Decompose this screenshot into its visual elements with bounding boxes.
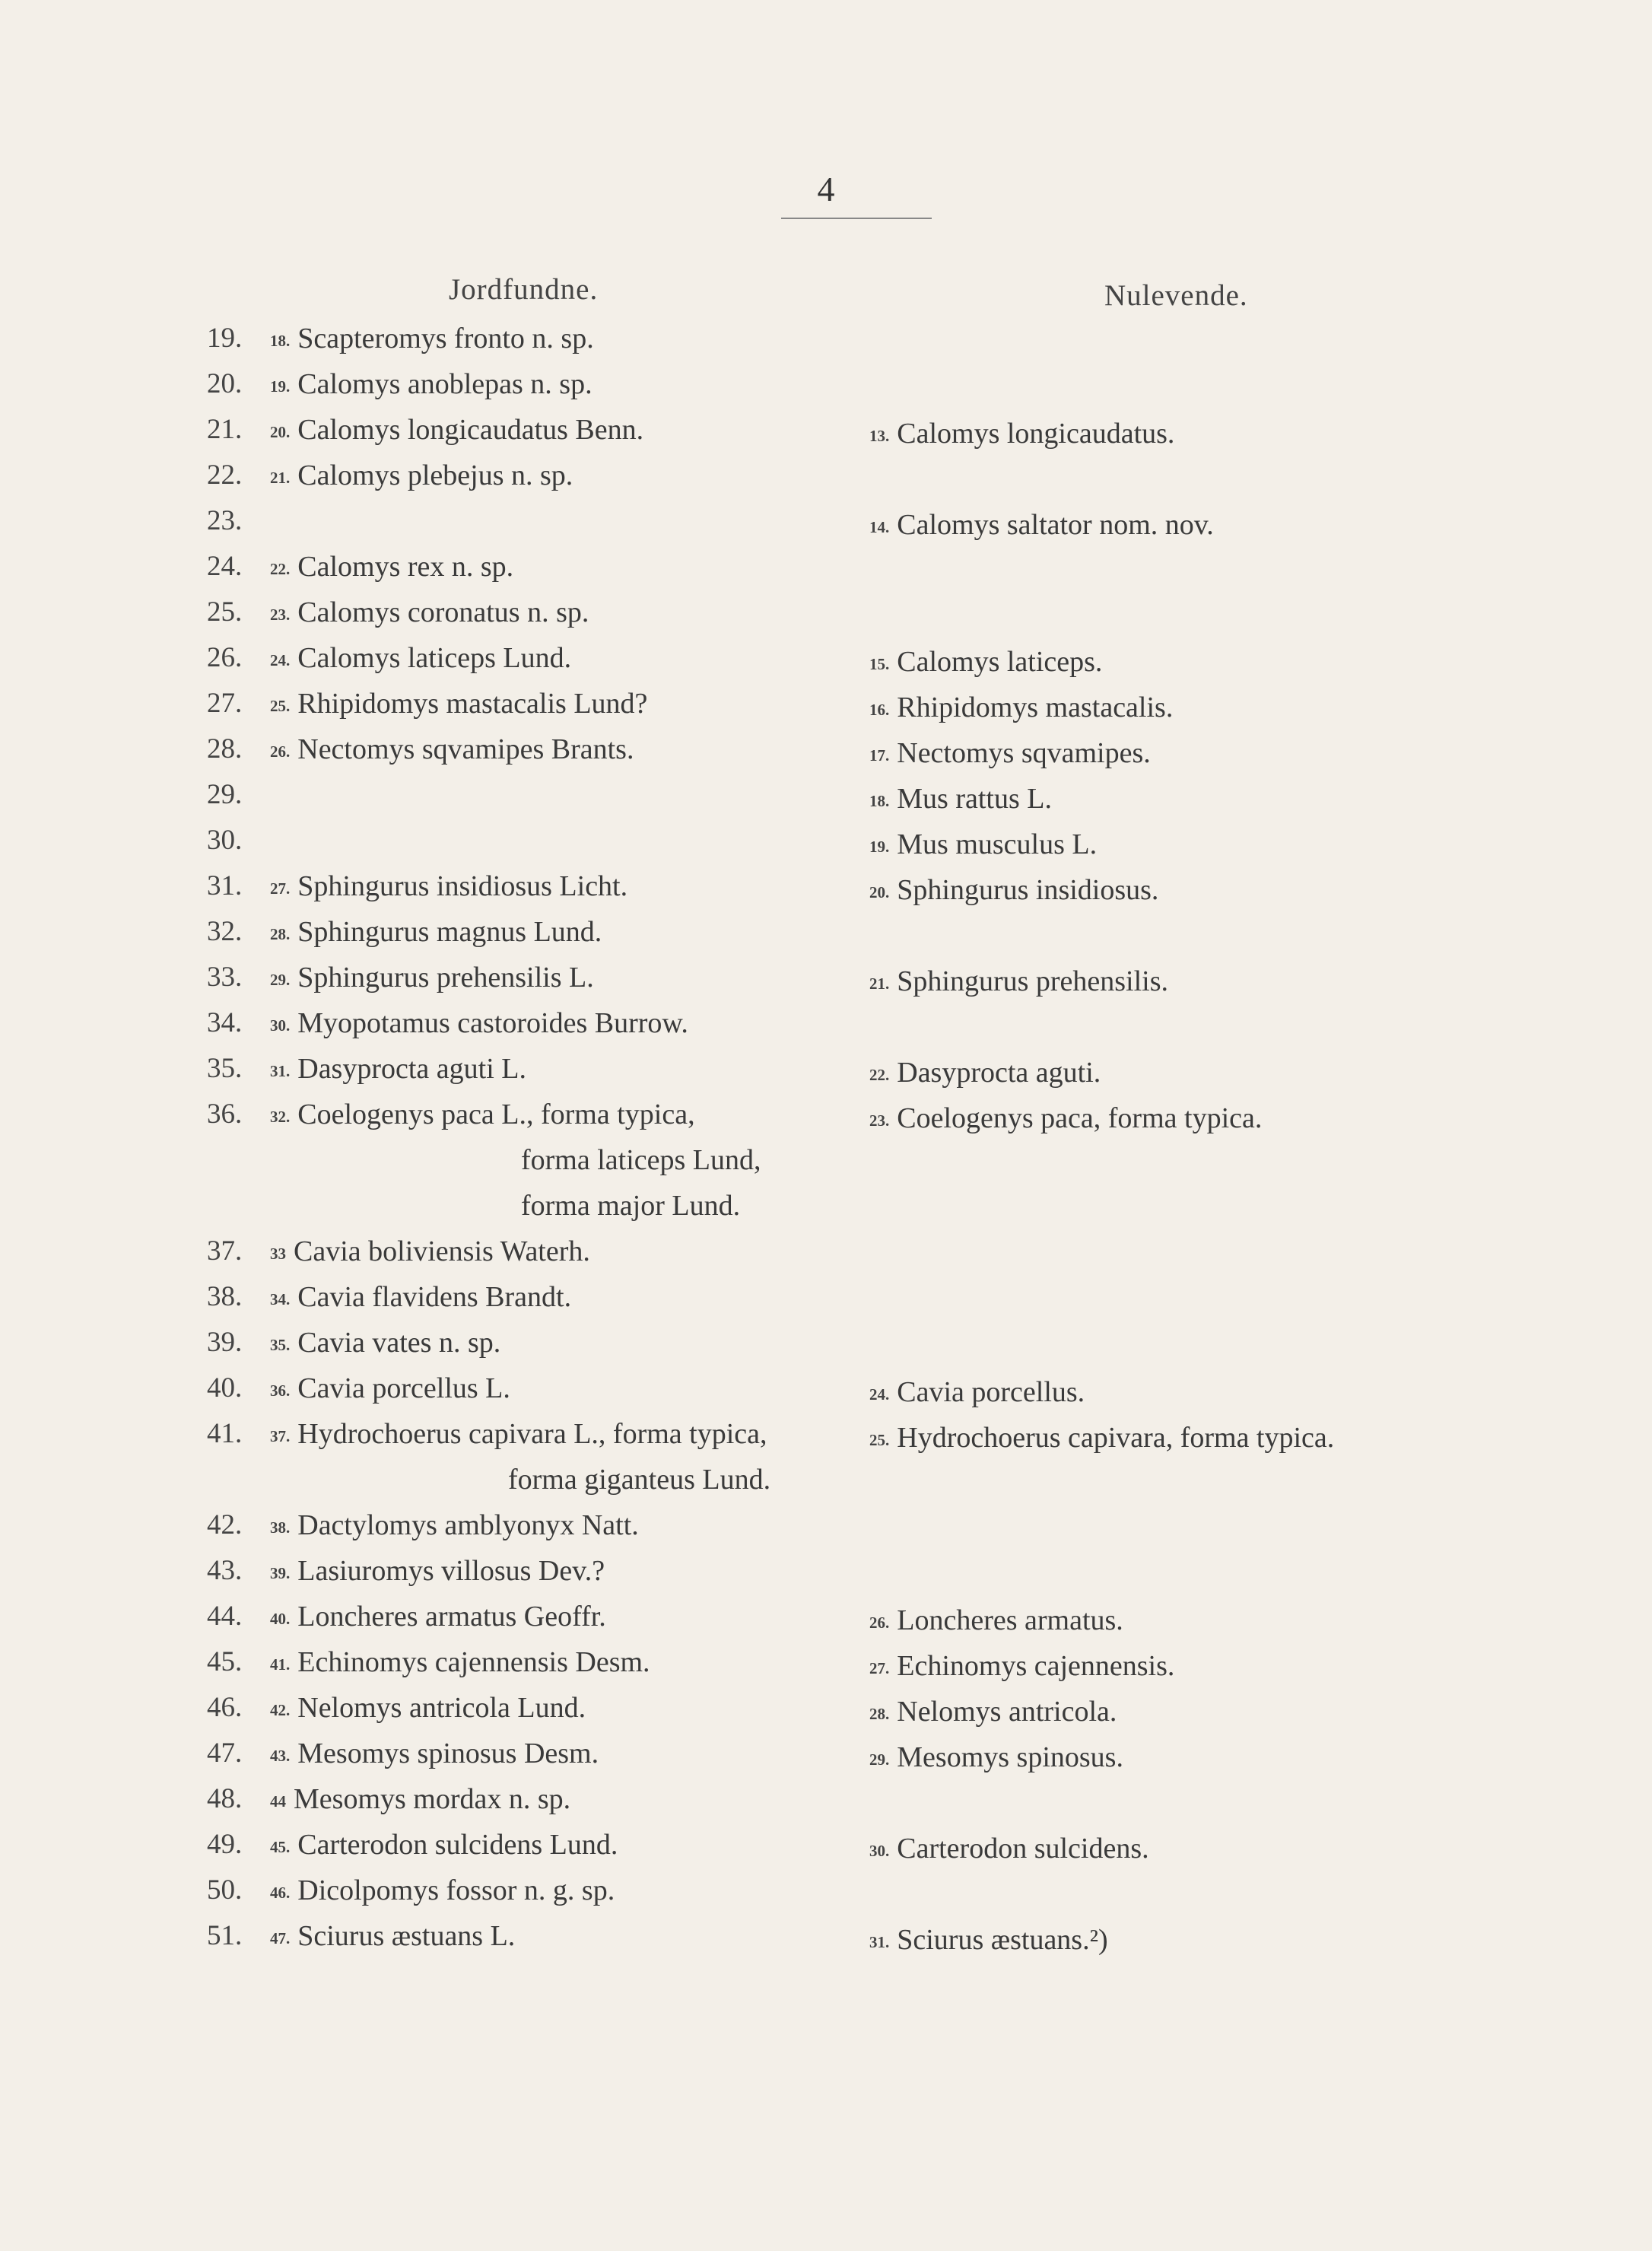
species-name: Sphingurus insidiosus. xyxy=(897,874,1159,906)
fossil-species-entry xyxy=(270,1509,639,1542)
species-name: forma giganteus Lund. xyxy=(508,1464,771,1496)
fossil-species-entry xyxy=(270,413,643,447)
species-name: Coelogenys paca L., forma typica, xyxy=(297,1098,695,1130)
species-index: 46. xyxy=(270,1884,291,1902)
fossil-species-entry xyxy=(270,641,571,675)
fossil-species-entry xyxy=(270,367,592,401)
row-number: 27. xyxy=(207,688,243,719)
species-index: 45. xyxy=(270,1838,291,1856)
species-name: Sciurus æstuans L. xyxy=(297,1920,516,1952)
living-species-entry xyxy=(869,1695,1117,1728)
species-name: Nectomys sqvamipes Brants. xyxy=(297,733,634,765)
species-name: Calomys saltator nom. nov. xyxy=(897,509,1214,541)
species-index: 28. xyxy=(270,925,291,943)
row-number: 46. xyxy=(207,1692,243,1723)
species-index: 33 xyxy=(270,1245,286,1263)
row-number: 39. xyxy=(207,1327,243,1358)
species-index: 47. xyxy=(270,1929,291,1947)
page-number: 4 xyxy=(817,170,835,208)
species-index: 32. xyxy=(270,1108,291,1126)
living-species-entry xyxy=(869,417,1174,450)
species-index: 31. xyxy=(270,1062,291,1080)
species-index: 42. xyxy=(270,1701,291,1719)
species-index: 14. xyxy=(869,518,890,536)
species-index: 39. xyxy=(270,1564,291,1582)
species-name: Rhipidomys mastacalis Lund? xyxy=(297,688,648,720)
species-name: Calomys coronatus n. sp. xyxy=(297,596,589,628)
species-name: Dicolpomys fossor n. g. sp. xyxy=(297,1874,615,1906)
living-species-entry xyxy=(869,965,1168,998)
species-name: Mesomys spinosus Desm. xyxy=(297,1738,599,1769)
species-index: 44 xyxy=(270,1792,286,1811)
fossil-species-entry xyxy=(270,1737,599,1770)
living-species-entry xyxy=(869,1102,1262,1135)
living-species-entry xyxy=(869,1923,1108,1957)
row-number: 25. xyxy=(207,596,243,628)
species-index: 19. xyxy=(270,377,291,396)
row-number: 20. xyxy=(207,368,243,399)
species-index: 31. xyxy=(869,1933,890,1951)
species-index: 38. xyxy=(270,1518,291,1537)
fossil-species-entry xyxy=(270,1554,605,1588)
fossil-species-entry xyxy=(270,322,594,355)
living-species-entry xyxy=(869,508,1214,542)
fossil-species-entry xyxy=(270,1874,615,1907)
row-number: 48. xyxy=(207,1783,243,1814)
species-name: Sphingurus magnus Lund. xyxy=(297,916,602,948)
species-index: 17. xyxy=(869,746,890,765)
fossil-species-entry xyxy=(270,1326,500,1359)
species-name: Calomys longicaudatus Benn. xyxy=(297,414,644,446)
species-index: 22. xyxy=(270,560,291,578)
row-number: 31. xyxy=(207,870,243,901)
species-index: 13. xyxy=(869,427,890,445)
living-species-entry xyxy=(869,1421,1334,1455)
row-number: 32. xyxy=(207,916,243,947)
row-number: 34. xyxy=(207,1007,243,1038)
row-number: 38. xyxy=(207,1281,243,1312)
species-name: Cavia porcellus L. xyxy=(297,1372,510,1404)
species-index: 27. xyxy=(270,879,291,898)
species-name: Loncheres armatus. xyxy=(897,1604,1123,1636)
species-name: Mus rattus L. xyxy=(897,783,1052,815)
species-name: Mesomys spinosus. xyxy=(897,1741,1123,1773)
fossil-species-entry xyxy=(521,1143,761,1177)
column-heading-living: Nulevende. xyxy=(1104,279,1248,312)
species-name: Coelogenys paca, forma typica. xyxy=(897,1102,1263,1134)
species-name: Sphingurus prehensilis L. xyxy=(297,962,594,994)
fossil-species-entry xyxy=(270,1417,767,1451)
species-name: Mus musculus L. xyxy=(897,828,1098,860)
species-name: Dactylomys amblyonyx Natt. xyxy=(297,1509,639,1541)
species-index: 22. xyxy=(869,1066,890,1084)
species-index: 20. xyxy=(869,883,890,901)
species-name: Mesomys mordax n. sp. xyxy=(294,1783,571,1815)
fossil-species-entry xyxy=(270,596,589,629)
fossil-species-entry xyxy=(270,915,602,949)
living-species-entry xyxy=(869,782,1052,816)
species-index: 19. xyxy=(869,838,890,856)
living-species-entry xyxy=(869,1604,1123,1637)
species-name: Carterodon sulcidens. xyxy=(897,1833,1149,1865)
fossil-species-entry xyxy=(270,1372,510,1405)
species-index: 29. xyxy=(869,1750,890,1769)
fossil-species-entry xyxy=(508,1463,770,1496)
living-species-entry xyxy=(869,1832,1149,1865)
row-number: 49. xyxy=(207,1829,243,1860)
species-name: Sphingurus insidiosus Licht. xyxy=(297,870,628,902)
species-name: Cavia porcellus. xyxy=(897,1376,1085,1408)
species-index: 28. xyxy=(869,1705,890,1723)
species-index: 21. xyxy=(270,469,291,487)
species-index: 35. xyxy=(270,1336,291,1354)
fossil-species-entry xyxy=(270,1645,650,1679)
species-index: 41. xyxy=(270,1655,291,1674)
row-number: 43. xyxy=(207,1555,243,1586)
row-number: 29. xyxy=(207,779,243,810)
species-index: 21. xyxy=(869,974,890,993)
species-index: 26. xyxy=(270,742,291,761)
living-species-entry xyxy=(869,645,1102,679)
row-number: 33. xyxy=(207,962,243,993)
row-number: 22. xyxy=(207,459,243,491)
species-name: Cavia boliviensis Waterh. xyxy=(294,1235,590,1267)
row-number: 44. xyxy=(207,1601,243,1632)
species-name: Nectomys sqvamipes. xyxy=(897,737,1151,769)
fossil-species-entry xyxy=(270,961,594,994)
living-species-entry xyxy=(869,691,1173,724)
row-number: 47. xyxy=(207,1738,243,1769)
species-index: 20. xyxy=(270,423,291,441)
page-number-rule xyxy=(781,218,932,219)
fossil-species-entry xyxy=(270,687,647,720)
living-species-entry xyxy=(869,828,1097,861)
living-species-entry xyxy=(869,1056,1101,1089)
species-name: Carterodon sulcidens Lund. xyxy=(297,1829,618,1861)
species-name: forma major Lund. xyxy=(521,1190,741,1222)
species-index: 18. xyxy=(270,332,291,350)
species-name: Lasiuromys villosus Dev.? xyxy=(297,1555,605,1587)
species-name: Loncheres armatus Geoffr. xyxy=(297,1601,606,1633)
fossil-species-entry xyxy=(270,870,627,903)
species-name: Dasyprocta aguti L. xyxy=(297,1053,526,1085)
living-species-entry xyxy=(869,873,1158,907)
row-number: 51. xyxy=(207,1920,243,1951)
species-index: 26. xyxy=(869,1614,890,1632)
species-name: Echinomys cajennensis. xyxy=(897,1650,1175,1682)
row-number: 40. xyxy=(207,1372,243,1404)
row-number: 23. xyxy=(207,505,243,536)
fossil-species-entry xyxy=(270,459,573,492)
fossil-species-entry xyxy=(270,550,513,583)
species-index: 29. xyxy=(270,971,291,989)
fossil-species-entry xyxy=(270,1235,590,1268)
row-number: 37. xyxy=(207,1235,243,1267)
row-number: 45. xyxy=(207,1646,243,1677)
species-name: Sciurus æstuans.²) xyxy=(897,1924,1108,1956)
fossil-species-entry xyxy=(270,1052,526,1086)
species-index: 25. xyxy=(869,1431,890,1449)
species-index: 24. xyxy=(270,651,291,669)
species-index: 37. xyxy=(270,1427,291,1445)
species-index: 24. xyxy=(869,1385,890,1404)
species-name: Calomys laticeps. xyxy=(897,646,1103,678)
species-index: 30. xyxy=(869,1842,890,1860)
species-name: Cavia flavidens Brandt. xyxy=(297,1281,572,1313)
species-name: Dasyprocta aguti. xyxy=(897,1057,1101,1089)
species-name: Scapteromys fronto n. sp. xyxy=(297,323,594,355)
fossil-species-entry xyxy=(270,1098,695,1131)
row-number: 41. xyxy=(207,1418,243,1449)
species-name: Hydrochoerus capivara L., forma typica, xyxy=(297,1418,767,1450)
row-number: 30. xyxy=(207,825,243,856)
species-name: Calomys anoblepas n. sp. xyxy=(297,368,592,400)
row-number: 28. xyxy=(207,733,243,765)
fossil-species-entry xyxy=(270,1691,586,1725)
species-index: 18. xyxy=(869,792,890,810)
species-index: 23. xyxy=(869,1111,890,1130)
species-name: Cavia vates n. sp. xyxy=(297,1327,501,1359)
species-name: Myopotamus castoroides Burrow. xyxy=(297,1007,688,1039)
species-name: Nelomys antricola. xyxy=(897,1696,1117,1728)
fossil-species-entry xyxy=(270,1828,618,1862)
species-index: 25. xyxy=(270,697,291,715)
row-number: 50. xyxy=(207,1874,243,1906)
species-name: Sphingurus prehensilis. xyxy=(897,965,1169,997)
species-index: 34. xyxy=(270,1290,291,1308)
row-number: 24. xyxy=(207,551,243,582)
species-name: Calomys plebejus n. sp. xyxy=(297,459,573,491)
row-number: 35. xyxy=(207,1053,243,1084)
species-name: Rhipidomys mastacalis. xyxy=(897,692,1174,723)
fossil-species-entry xyxy=(270,1782,570,1816)
row-number: 19. xyxy=(207,323,243,354)
species-index: 23. xyxy=(270,606,291,624)
row-number: 26. xyxy=(207,642,243,673)
fossil-species-entry xyxy=(270,1919,515,1953)
living-species-entry xyxy=(869,1649,1174,1683)
species-index: 30. xyxy=(270,1016,291,1035)
species-name: Echinomys cajennensis Desm. xyxy=(297,1646,650,1678)
species-name: Hydrochoerus capivara, forma typica. xyxy=(897,1422,1335,1454)
fossil-species-entry xyxy=(270,1006,688,1040)
species-name: Calomys rex n. sp. xyxy=(297,551,514,583)
fossil-species-entry xyxy=(270,733,634,766)
living-species-entry xyxy=(869,736,1151,770)
row-number: 36. xyxy=(207,1098,243,1130)
species-index: 36. xyxy=(270,1381,291,1400)
living-species-entry xyxy=(869,1741,1123,1774)
row-number: 42. xyxy=(207,1509,243,1540)
species-index: 27. xyxy=(869,1659,890,1677)
species-index: 15. xyxy=(869,655,890,673)
species-name: Nelomys antricola Lund. xyxy=(297,1692,586,1724)
column-heading-fossil: Jordfundne. xyxy=(449,273,599,306)
species-name: forma laticeps Lund, xyxy=(521,1144,761,1176)
species-name: Calomys laticeps Lund. xyxy=(297,642,572,674)
species-name: Calomys longicaudatus. xyxy=(897,418,1175,450)
living-species-entry xyxy=(869,1375,1085,1409)
species-index: 16. xyxy=(869,701,890,719)
fossil-species-entry xyxy=(521,1189,740,1222)
fossil-species-entry xyxy=(270,1600,606,1633)
row-number: 21. xyxy=(207,414,243,445)
species-index: 43. xyxy=(270,1747,291,1765)
fossil-species-entry xyxy=(270,1280,571,1314)
species-index: 40. xyxy=(270,1610,291,1628)
